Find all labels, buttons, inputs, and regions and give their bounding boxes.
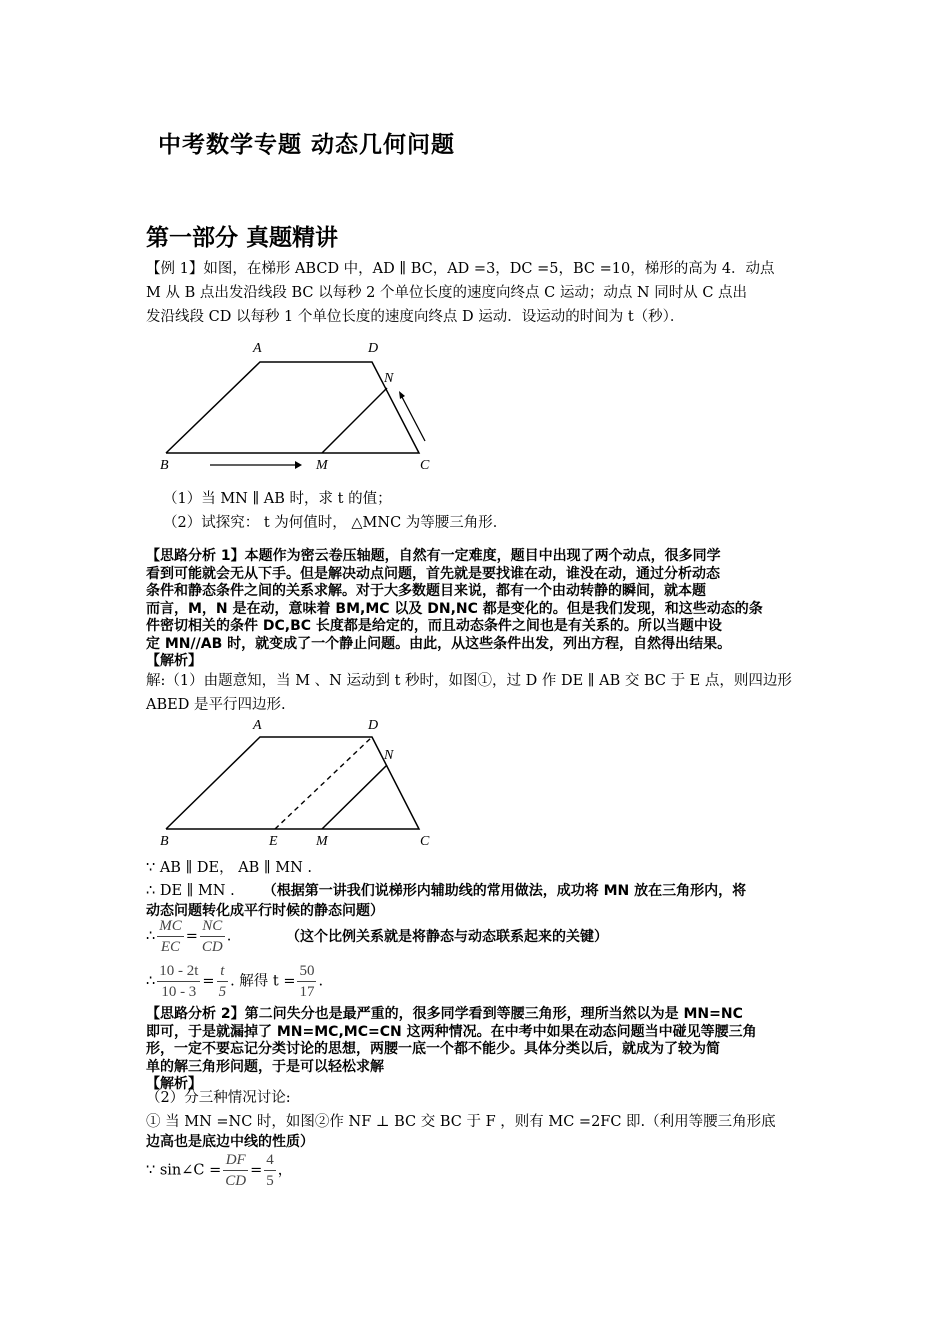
fig1-label-C: C [420, 458, 430, 473]
example-tag: 【例 1】 [146, 261, 204, 277]
step-2: ∴ DE ∥ MN . （根据第一讲我们说梯形内辅助线的常用做法，成功将 MN 放在三角形内，将 动态问题转化成平行时候的静态问题） [146, 883, 747, 919]
fig2-label-M: M [316, 834, 328, 849]
example-line-1: 【例 1】如图，在梯形 ABCD 中，AD ∥ BC，AD =3，DC =5，BC =10，梯形的高为 4．动点 [146, 261, 775, 277]
fig1-label-M: M [316, 458, 328, 473]
jiexi-label-1: 【解析】 [146, 653, 202, 669]
sine-step: ∵ sin∠C = $\frac{DF}{CD}$ = $\frac{4}{5}$ ， [146, 1152, 293, 1189]
questions [163, 487, 827, 535]
fig2-label-D: D [368, 718, 379, 733]
step-4: ∴ $\frac{10 - 2t}{10 - 3}$ = $\frac{t}{5}$ . 解得 t = $\frac{50}{17}$ . [146, 963, 324, 1000]
fig1-label-A: A [253, 341, 262, 356]
analysis-1: 【思路分析 1】本题作为密云卷压轴题，自然有一定难度，题目中出现了两个动点，很多同学 看到可能就会无从下手。但是解决动点问题，首先就是要找谁在动，谁没在动，通过分析动态 条件和静态条件之间的关系求解。对于大多数题目来说，都有一个由动转静的瞬间，就本题 而言，M，N 是在动，意味着 BM,MC 以及 DN,NC 都是变化的。但是我们发现，和这些动态的条 件密切相关的条件 DC,BC 长度都是给定的，而且动态条件之间也是有关系的。所以当题中设 定 MN//AB 时，就变成了一个静止问题。由此，从这些条件出发，列出方程，自然得出结果。 【解析】 [146, 548, 810, 671]
solution-1: 解:（1）由题意知，当 M 、N 运动到 t 秒时，如图①，过 D 作 DE ∥ AB 交 BC 于 E 点，则四边形 ABED 是平行四边形. [146, 673, 792, 713]
fig1-label-D: D [368, 341, 379, 356]
figure-2-trapezoid [150, 715, 450, 855]
fig1-label-B: B [160, 458, 169, 473]
section-heading: 第一部分 真题精讲 [146, 225, 339, 251]
jiexi-label-2: 【解析】 [146, 1076, 202, 1092]
fig2-label-N: N [384, 748, 394, 763]
question-1: （1）当 MN ∥ AB 时，求 t 的值； [163, 491, 392, 507]
fig2-label-C: C [420, 834, 430, 849]
fig2-label-B: B [160, 834, 169, 849]
question-2: （2）试探究： t 为何值时， △MNC 为等腰三角形． [163, 515, 508, 531]
solution-2: （2）分三种情况讨论: ① 当 MN =NC 时，如图②作 NF ⊥ BC 交 BC 于 F ，则有 MC =2FC 即.（利用等腰三角形底 边高也是底边中线的性质） [146, 1090, 776, 1150]
fig2-label-E: E [269, 834, 278, 849]
fig2-label-A: A [253, 718, 262, 733]
example-statement [146, 257, 810, 329]
step-1: ∵ AB ∥ DE， AB ∥ MN . [146, 860, 312, 876]
analysis-2: 【思路分析 2】第二问失分也是最严重的，很多同学看到等腰三角形，理所当然以为是 MN=NC 即可，于是就漏掉了 MN=MC,MC=CN 这两种情况。在中考中如果在动态问题当中碰见等腰三角 形，一定不要忘记分类讨论的思想，两腰一底一个都不能少。具体分类以后，就成为了较为简 单的解三角形问题，于是可以轻松求解 【解析】 [146, 1006, 810, 1094]
document-title: 中考数学专题 动态几何问题 [158, 132, 456, 158]
figure-1-trapezoid [150, 335, 450, 480]
example-line-3: 发沿线段 CD 以每秒 1 个单位长度的速度向终点 D 运动．设运动的时间为 t（秒）． [146, 309, 685, 325]
fig1-label-N: N [384, 371, 394, 386]
step-3: ∴ $\frac{MC}{EC}$ = $\frac{NC}{CD}$ . （这个比例关系就是将静态与动态联系起来的关键） [146, 918, 608, 955]
example-line-2: M 从 B 点出发沿线段 BC 以每秒 2 个单位长度的速度向终点 C 运动；动点 N 同时从 C 点出 [146, 285, 748, 301]
